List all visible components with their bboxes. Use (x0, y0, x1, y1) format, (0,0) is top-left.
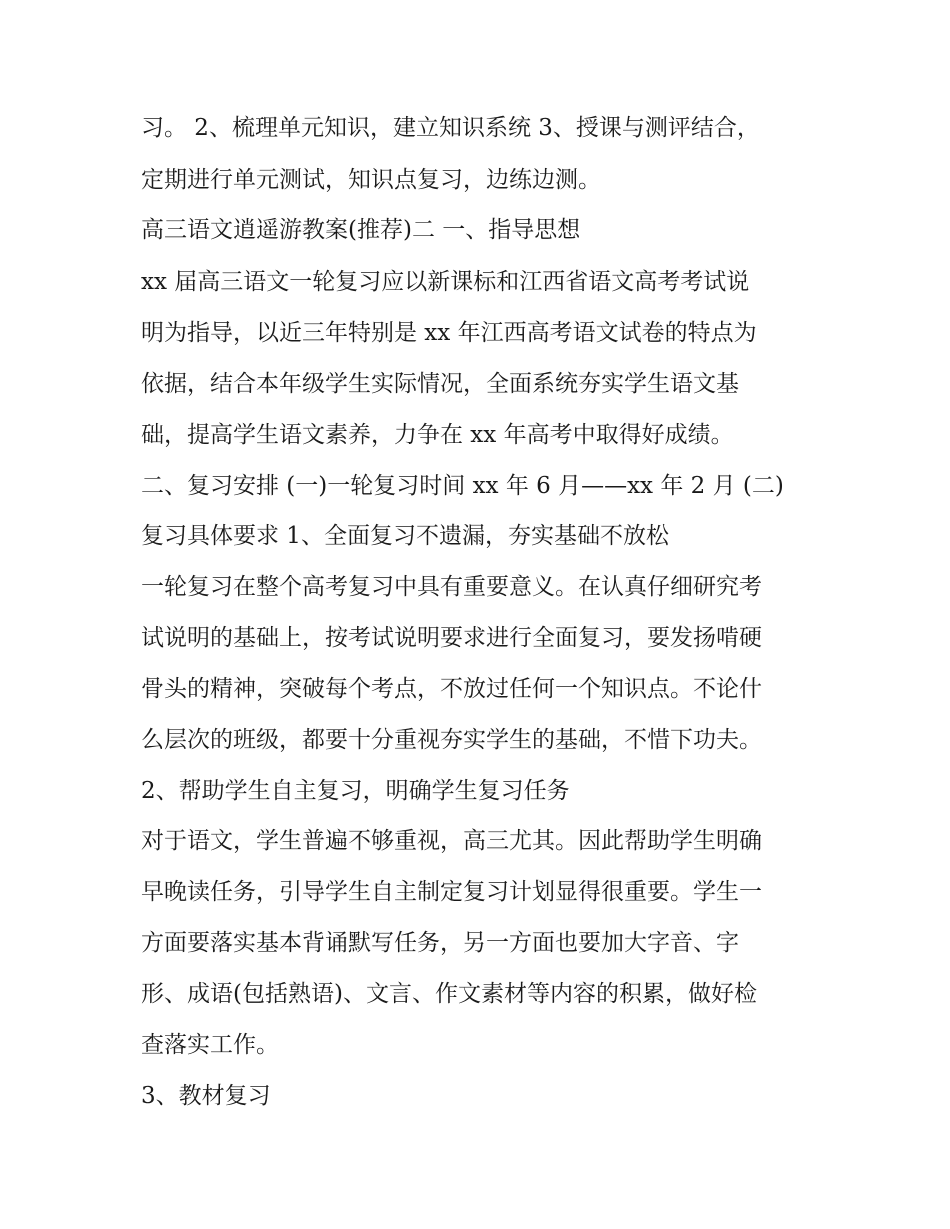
text-line-16: 早晚读任务，引导学生自主制定复习计划显得很重要。学生一 (141, 879, 762, 905)
section-heading-1: 高三语文逍遥游教案(推荐)二 一、指导思想 (141, 217, 581, 243)
text-line-17: 方面要落实基本背诵默写任务，另一方面也要加大字音、字 (141, 930, 739, 956)
section-heading-2: 二、复习安排 (一)一轮复习时间 xx 年 6 月——xx 年 2 月 (二) (141, 473, 784, 499)
text-line-15: 对于语文，学生普遍不够重视，高三尤其。因此帮助学生明确 (141, 828, 762, 854)
text-line-5: 明为指导，以近三年特别是 xx 年江西高考语文试卷的特点为 (141, 320, 757, 346)
text-line-9: 复习具体要求 1、全面复习不遗漏，夯实基础不放松 (141, 523, 669, 549)
text-line-2: 定期进行单元测试，知识点复习，边练边测。 (141, 167, 601, 193)
text-line-6: 依据，结合本年级学生实际情况，全面系统夯实学生语文基 (141, 371, 739, 397)
subsection-heading-3: 3、教材复习 (141, 1083, 271, 1109)
text-line-19: 查落实工作。 (141, 1032, 279, 1058)
text-line-18: 形、成语(包括熟语)、文言、作文素材等内容的积累，做好检 (141, 981, 757, 1007)
text-line-4: xx 届高三语文一轮复习应以新课标和江西省语文高考考试说 (141, 269, 750, 295)
text-line-13: 么层次的班级，都要十分重视夯实学生的基础，不惜下功夫。 (141, 727, 762, 753)
text-line-11: 试说明的基础上，按考试说明要求进行全面复习，要发扬啃硬 (141, 625, 762, 651)
text-line-7: 础，提高学生语文素养，力争在 xx 年高考中取得好成绩。 (141, 422, 734, 448)
text-line-10: 一轮复习在整个高考复习中具有重要意义。在认真仔细研究考 (141, 574, 762, 600)
text-line-1: 习。 2、梳理单元知识，建立知识系统 3、授课与测评结合， (141, 115, 760, 141)
subsection-heading-2: 2、帮助学生自主复习，明确学生复习任务 (141, 778, 570, 804)
text-line-12: 骨头的精神，突破每个考点，不放过任何一个知识点。不论什 (141, 676, 762, 702)
